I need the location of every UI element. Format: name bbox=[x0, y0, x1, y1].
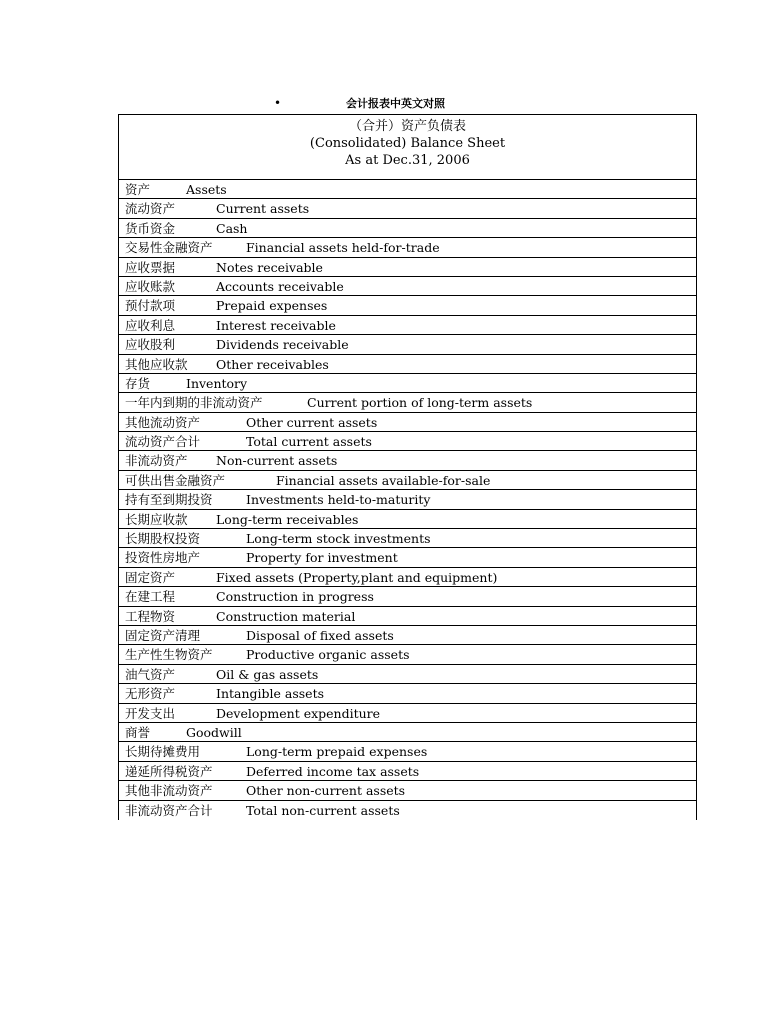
table-row bbox=[119, 801, 696, 820]
table-row bbox=[119, 529, 696, 548]
term-chinese: 预付款项 bbox=[125, 298, 176, 314]
term-chinese: 其他应收款 bbox=[125, 356, 188, 372]
table-row bbox=[119, 238, 696, 257]
table-row bbox=[119, 548, 696, 567]
term-english: Long-term prepaid expenses bbox=[246, 744, 428, 760]
term-english: Non-current assets bbox=[216, 453, 338, 469]
term-english: Cash bbox=[216, 220, 248, 236]
term-english: Interest receivable bbox=[216, 317, 336, 333]
term-chinese: 存货 bbox=[125, 375, 151, 391]
table-row bbox=[119, 335, 696, 354]
balance-sheet-table bbox=[118, 114, 697, 820]
term-english: Goodwill bbox=[186, 724, 242, 740]
term-chinese: 交易性金融资产 bbox=[125, 240, 213, 256]
term-chinese: 固定资产清理 bbox=[125, 627, 201, 643]
term-english: Assets bbox=[186, 182, 227, 197]
table-row bbox=[119, 374, 696, 393]
table-row bbox=[119, 413, 696, 432]
term-chinese: 非流动资产 bbox=[125, 453, 188, 469]
table-row bbox=[119, 451, 696, 470]
term-chinese: 一年内到期的非流动资产 bbox=[125, 395, 263, 411]
term-chinese: 持有至到期投资 bbox=[125, 492, 213, 508]
table-row bbox=[119, 258, 696, 277]
term-chinese: 流动资产 bbox=[125, 201, 176, 217]
table-row bbox=[119, 607, 696, 626]
term-chinese: 应收账款 bbox=[125, 278, 176, 294]
term-chinese: 递延所得税资产 bbox=[125, 763, 213, 779]
page-heading bbox=[0, 96, 768, 112]
term-chinese: 可供出售金融资产 bbox=[125, 472, 226, 488]
term-chinese: 其他非流动资产 bbox=[125, 783, 213, 799]
term-chinese: 长期待摊费用 bbox=[125, 744, 201, 760]
table-row bbox=[119, 762, 696, 781]
term-chinese: 非流动资产合计 bbox=[125, 802, 213, 818]
term-english: Long-term stock investments bbox=[246, 531, 431, 547]
table-row bbox=[119, 219, 696, 238]
term-english: Construction material bbox=[216, 608, 356, 624]
term-chinese: 固定资产 bbox=[125, 569, 176, 585]
term-english: Inventory bbox=[186, 375, 248, 391]
term-english: Other non-current assets bbox=[246, 783, 406, 799]
term-chinese: 长期应收款 bbox=[125, 511, 188, 527]
term-english: Other current assets bbox=[246, 414, 378, 430]
table-row bbox=[119, 704, 696, 723]
table-row bbox=[119, 296, 696, 315]
term-chinese: 油气资产 bbox=[125, 666, 176, 682]
term-chinese: 应收利息 bbox=[125, 317, 176, 333]
sheet-title-chinese: （合并）资产负债表 bbox=[348, 119, 466, 134]
term-english: Dividends receivable bbox=[216, 337, 349, 353]
term-english: Prepaid expenses bbox=[216, 298, 328, 314]
bullet-marker: • bbox=[274, 96, 282, 110]
sheet-header bbox=[119, 115, 696, 180]
term-english: Financial assets available-for-sale bbox=[276, 472, 491, 488]
table-row bbox=[119, 432, 696, 451]
term-english: Investments held-to-maturity bbox=[246, 492, 431, 508]
term-english: Intangible assets bbox=[216, 686, 325, 702]
term-chinese: 商誉 bbox=[125, 724, 151, 740]
table-row bbox=[119, 684, 696, 703]
term-chinese: 投资性房地产 bbox=[125, 550, 201, 566]
term-english: Financial assets held-for-trade bbox=[246, 240, 440, 256]
term-chinese: 长期股权投资 bbox=[125, 531, 201, 547]
term-chinese: 资产 bbox=[125, 182, 151, 197]
table-row bbox=[119, 587, 696, 606]
table-row bbox=[119, 626, 696, 645]
term-chinese: 在建工程 bbox=[125, 589, 176, 605]
term-english: Current portion of long-term assets bbox=[307, 395, 533, 411]
term-chinese: 应收股利 bbox=[125, 337, 176, 353]
term-english: Total non-current assets bbox=[246, 802, 400, 818]
term-english: Total current assets bbox=[246, 434, 372, 450]
table-row bbox=[119, 316, 696, 335]
term-english: Development expenditure bbox=[216, 705, 381, 721]
term-english: Other receivables bbox=[216, 356, 329, 372]
term-english: Accounts receivable bbox=[216, 278, 344, 294]
sheet-title-english: (Consolidated) Balance Sheet bbox=[309, 136, 506, 151]
table-row bbox=[119, 723, 696, 742]
table-row bbox=[119, 665, 696, 684]
term-chinese: 无形资产 bbox=[125, 686, 176, 702]
term-english: Productive organic assets bbox=[246, 647, 410, 663]
table-row bbox=[119, 471, 696, 490]
table-row bbox=[119, 180, 696, 199]
table-row bbox=[119, 645, 696, 664]
table-row bbox=[119, 742, 696, 761]
term-english: Disposal of fixed assets bbox=[246, 627, 394, 643]
table-row bbox=[119, 781, 696, 800]
term-english: Notes receivable bbox=[216, 259, 323, 275]
term-rows bbox=[119, 180, 696, 820]
term-chinese: 货币资金 bbox=[125, 220, 176, 236]
table-row bbox=[119, 510, 696, 529]
table-row bbox=[119, 199, 696, 218]
term-chinese: 应收票据 bbox=[125, 259, 176, 275]
term-chinese: 开发支出 bbox=[125, 705, 176, 721]
term-english: Fixed assets (Property,plant and equipment) bbox=[216, 569, 498, 585]
term-english: Long-term receivables bbox=[216, 511, 359, 527]
table-row bbox=[119, 568, 696, 587]
term-english: Deferred income tax assets bbox=[246, 763, 420, 779]
term-english: Construction in progress bbox=[216, 589, 374, 605]
page-title: 会计报表中英文对照 bbox=[346, 97, 445, 110]
term-chinese: 流动资产合计 bbox=[125, 434, 201, 450]
term-chinese: 工程物资 bbox=[125, 608, 176, 624]
table-row bbox=[119, 490, 696, 509]
term-chinese: 生产性生物资产 bbox=[125, 647, 213, 663]
term-english: Oil & gas assets bbox=[216, 666, 319, 682]
table-row bbox=[119, 393, 696, 412]
table-row bbox=[119, 355, 696, 374]
term-english: Current assets bbox=[216, 201, 310, 217]
table-row bbox=[119, 277, 696, 296]
term-chinese: 其他流动资产 bbox=[125, 414, 201, 430]
sheet-date: As at Dec.31, 2006 bbox=[345, 153, 470, 168]
term-english: Property for investment bbox=[246, 550, 398, 566]
